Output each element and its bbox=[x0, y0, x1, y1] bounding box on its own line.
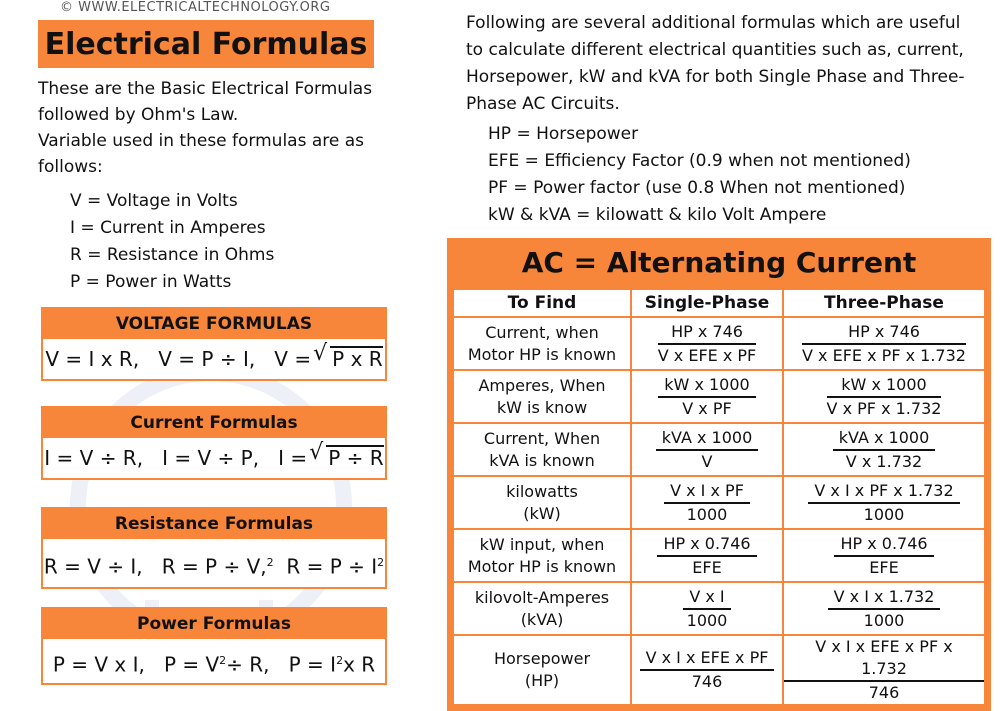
fraction-denominator: V x PF x 1.732 bbox=[826, 398, 942, 418]
cell-to-find bbox=[453, 423, 631, 476]
fraction-denominator: V bbox=[701, 451, 713, 471]
fraction bbox=[683, 586, 730, 632]
fraction-numerator: V x I x PF bbox=[664, 480, 750, 504]
fraction-numerator: V x I x EFE x PF x 1.732 bbox=[784, 636, 984, 682]
current-formulas-box bbox=[41, 406, 387, 480]
cell-three-phase bbox=[783, 582, 985, 635]
superscript: 2 bbox=[377, 556, 385, 569]
variable-item: P = Power in Watts bbox=[70, 272, 232, 292]
fraction-denominator: 746 bbox=[868, 683, 900, 702]
formula: I = bbox=[278, 446, 308, 470]
cell-to-find bbox=[453, 582, 631, 635]
to-find-line: Horsepower bbox=[493, 649, 591, 668]
fraction-numerator: HP x 746 bbox=[658, 321, 757, 345]
cell-single-phase bbox=[631, 529, 783, 582]
cell-to-find bbox=[453, 370, 631, 423]
header-to-find: To Find bbox=[453, 289, 631, 317]
fraction bbox=[834, 533, 933, 579]
page-title: Electrical Formulas bbox=[38, 20, 374, 68]
formula: x R bbox=[343, 652, 376, 677]
to-find-line: kilovolt-Amperes bbox=[474, 587, 610, 607]
fraction-numerator: kVA x 1000 bbox=[833, 427, 936, 451]
to-find-line: kilowatts bbox=[506, 481, 578, 501]
table-row bbox=[453, 582, 985, 635]
cell-three-phase bbox=[783, 529, 985, 582]
formula: R = P ÷ V, bbox=[161, 554, 267, 579]
current-formulas-body bbox=[43, 438, 385, 478]
formula: ÷ R, bbox=[226, 652, 270, 677]
fraction-denominator: V x 1.732 bbox=[845, 451, 923, 471]
cell-single-phase bbox=[631, 635, 783, 705]
fraction-numerator: V x I x EFE x PF bbox=[640, 647, 775, 671]
table-row bbox=[453, 635, 985, 705]
superscript: 2 bbox=[219, 654, 227, 667]
ac-formulas-table-container bbox=[447, 238, 991, 711]
ac-formulas-table bbox=[452, 288, 986, 706]
fraction-denominator: EFE bbox=[692, 557, 722, 577]
fraction-numerator: V x I x 1.732 bbox=[828, 586, 941, 610]
cell-to-find bbox=[453, 317, 631, 370]
formula: P = V bbox=[163, 652, 220, 677]
voltage-formulas-body bbox=[43, 339, 385, 379]
to-find-line: kW is know bbox=[496, 397, 588, 417]
voltage-formulas-heading: VOLTAGE FORMULAS bbox=[43, 309, 385, 339]
cell-to-find bbox=[453, 529, 631, 582]
intro-line: Variable used in these formulas are as bbox=[38, 131, 365, 151]
fraction-denominator: V x EFE x PF bbox=[657, 345, 757, 365]
fraction-numerator: HP x 0.746 bbox=[657, 533, 756, 557]
square-root: √ P x R bbox=[330, 346, 383, 370]
copyright-text: © WWW.ELECTRICALTECHNOLOGY.ORG bbox=[60, 0, 331, 15]
table-row bbox=[453, 423, 985, 476]
power-formulas-heading: Power Formulas bbox=[43, 609, 385, 639]
fraction bbox=[828, 586, 941, 632]
intro-line: followed by Ohm's Law. bbox=[38, 105, 239, 125]
variable-item: I = Current in Amperes bbox=[70, 218, 266, 238]
fraction-denominator: V x EFE x PF x 1.732 bbox=[802, 345, 966, 365]
to-find-line: Motor HP is known bbox=[467, 556, 617, 576]
cell-single-phase bbox=[631, 476, 783, 529]
to-find-line: kVA is known bbox=[489, 450, 595, 470]
fraction bbox=[656, 427, 759, 473]
cell-single-phase bbox=[631, 582, 783, 635]
abbreviation-list bbox=[488, 121, 911, 229]
header-single-phase: Single-Phase bbox=[631, 289, 783, 317]
formula: V = I x R, bbox=[45, 347, 140, 371]
fraction-numerator: V x I x PF x 1.732 bbox=[808, 480, 959, 504]
resistance-formulas-body bbox=[43, 539, 385, 587]
header-three-phase: Three-Phase bbox=[783, 289, 985, 317]
superscript: 2 bbox=[336, 654, 344, 667]
fraction-denominator: V x PF bbox=[682, 398, 732, 418]
formula: I = V ÷ P, bbox=[162, 446, 260, 470]
formula: I = V ÷ R, bbox=[44, 446, 144, 470]
abbreviation-item: HP = Horsepower bbox=[488, 124, 639, 144]
fraction-denominator: 746 bbox=[691, 672, 723, 691]
fraction bbox=[802, 321, 966, 367]
fraction-numerator: kW x 1000 bbox=[658, 374, 755, 398]
table-row bbox=[453, 476, 985, 529]
cell-to-find bbox=[453, 476, 631, 529]
fraction-numerator: HP x 0.746 bbox=[834, 533, 933, 557]
abbreviation-item: EFE = Efficiency Factor (0.9 when not mentioned) bbox=[488, 151, 911, 171]
cell-single-phase bbox=[631, 317, 783, 370]
formula: V = P ÷ I, bbox=[158, 347, 256, 371]
cell-single-phase bbox=[631, 423, 783, 476]
additional-formulas-intro: Following are several additional formulas which are useful to calculate different electrical quantities such as, current, Horsepower, kW and kVA for both Single Phase and Three-Phase AC Circuits. bbox=[466, 13, 965, 114]
ac-table-title: AC = Alternating Current bbox=[521, 246, 917, 279]
intro-text bbox=[38, 76, 398, 180]
current-formulas-heading: Current Formulas bbox=[43, 408, 385, 438]
fraction-numerator: kVA x 1000 bbox=[656, 427, 759, 451]
to-find-line: kW input, when bbox=[479, 534, 605, 554]
variable-list bbox=[70, 188, 274, 296]
to-find-line: Amperes, When bbox=[478, 375, 606, 395]
formula: V = bbox=[274, 347, 312, 371]
fraction-denominator: 1000 bbox=[863, 610, 905, 630]
fraction-denominator: EFE bbox=[869, 557, 899, 577]
fraction bbox=[827, 374, 942, 420]
cell-single-phase bbox=[631, 370, 783, 423]
to-find-line: Motor HP is known bbox=[467, 344, 617, 364]
to-find-line: (kVA) bbox=[520, 609, 564, 629]
to-find-line: Current, when bbox=[485, 322, 599, 342]
formula: R = P ÷ I bbox=[286, 554, 378, 579]
fraction bbox=[658, 321, 757, 367]
table-header-row bbox=[453, 289, 985, 317]
intro-line: These are the Basic Electrical Formulas bbox=[38, 79, 373, 99]
variable-item: V = Voltage in Volts bbox=[70, 191, 238, 211]
variable-item: R = Resistance in Ohms bbox=[70, 245, 275, 265]
cell-three-phase bbox=[783, 635, 985, 705]
fraction bbox=[640, 647, 775, 693]
cell-three-phase bbox=[783, 476, 985, 529]
to-find-line: (HP) bbox=[524, 671, 560, 690]
formula: R = V ÷ I, bbox=[43, 554, 143, 579]
fraction bbox=[808, 480, 959, 526]
to-find-line: Current, When bbox=[483, 428, 601, 448]
fraction bbox=[658, 374, 755, 420]
power-formulas-box bbox=[41, 607, 387, 685]
formula: P = V x I, bbox=[52, 652, 145, 677]
voltage-formulas-box bbox=[41, 307, 387, 381]
fraction-denominator: 1000 bbox=[686, 610, 728, 630]
fraction-denominator: 1000 bbox=[863, 504, 905, 524]
superscript: 2 bbox=[266, 556, 274, 569]
fraction-numerator: kW x 1000 bbox=[827, 374, 942, 398]
resistance-formulas-heading: Resistance Formulas bbox=[43, 509, 385, 539]
fraction bbox=[833, 427, 936, 473]
fraction bbox=[657, 533, 756, 579]
formula: P = I bbox=[288, 652, 337, 677]
abbreviation-item: kW & kVA = kilowatt & kilo Volt Ampere bbox=[488, 205, 827, 225]
resistance-formulas-box bbox=[41, 507, 387, 589]
cell-three-phase bbox=[783, 370, 985, 423]
fraction-numerator: V x I bbox=[683, 586, 730, 610]
intro-line: follows: bbox=[38, 157, 103, 177]
cell-to-find bbox=[453, 635, 631, 705]
cell-three-phase bbox=[783, 317, 985, 370]
fraction bbox=[784, 636, 984, 704]
ac-table-body bbox=[453, 317, 985, 705]
table-row bbox=[453, 370, 985, 423]
square-root: √ P ÷ R bbox=[326, 445, 383, 469]
to-find-line: (kW) bbox=[523, 503, 561, 523]
table-row bbox=[453, 529, 985, 582]
cell-three-phase bbox=[783, 423, 985, 476]
fraction-denominator: 1000 bbox=[686, 504, 728, 524]
fraction bbox=[664, 480, 750, 526]
table-row bbox=[453, 317, 985, 370]
abbreviation-item: PF = Power factor (use 0.8 When not mentioned) bbox=[488, 178, 906, 198]
power-formulas-body bbox=[43, 639, 385, 683]
fraction-numerator: HP x 746 bbox=[802, 321, 966, 345]
